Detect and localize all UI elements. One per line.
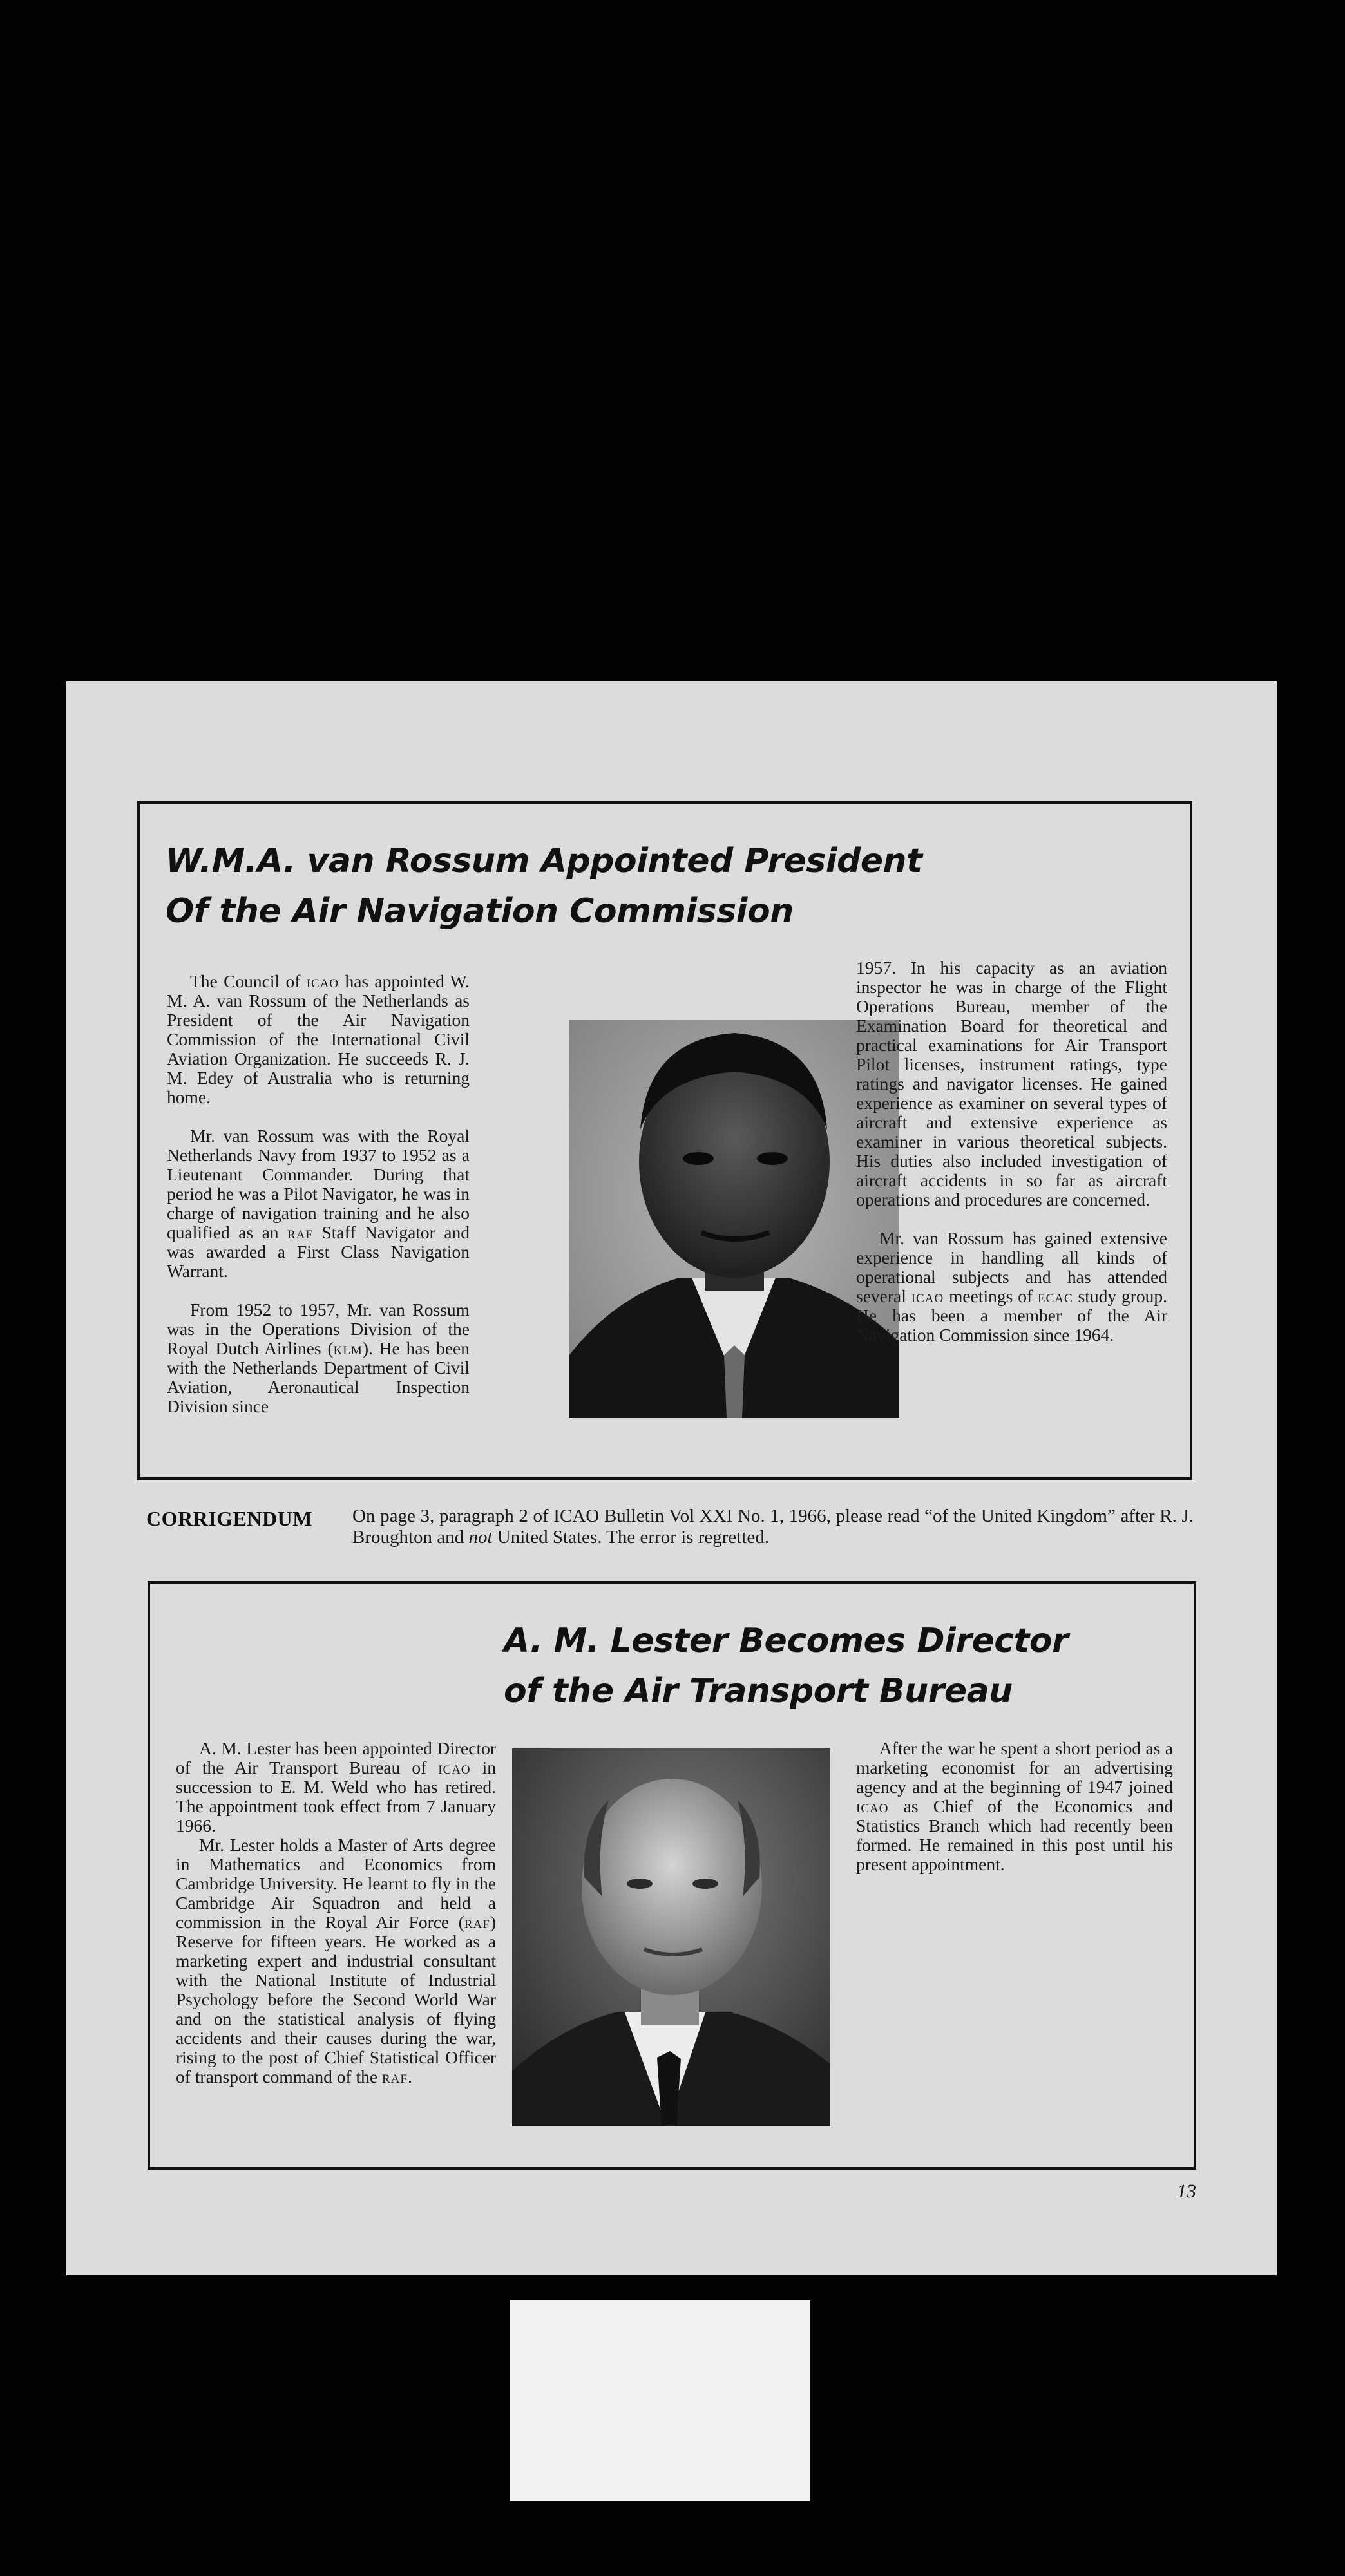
article-lester-box: [148, 1581, 1196, 2170]
title-line-1: A. M. Lester Becomes Director: [504, 1622, 1069, 1660]
paragraph: After the war he spent a short period as a marketing economist for an advertising agency and at the beginning of 1947 joined icao as Chief of the Economics and Statistics Branch which had recently been formed. He remained in this post until his present appointment.: [856, 1738, 1173, 1874]
title-line-2: of the Air Transport Bureau: [504, 1672, 1013, 1710]
paragraph: From 1952 to 1957, Mr. van Rossum was in the Operations Division of the Royal Dutch Airlines (klm). He has been with the Netherlands Department of Civil Aviation, Aeronautical Inspection Division since: [167, 1300, 470, 1416]
article-lester-column-2: [856, 1739, 1173, 1874]
paragraph: Mr. van Rossum has gained extensive experience in handling all kinds of operational subjects and has attended several icao meetings of ecac study group. He has been a member of the Air Navigation Commission since 1964.: [856, 1228, 1167, 1345]
paragraph: A. M. Lester has been appointed Director of the Air Transport Bureau of icao in succession to E. M. Weld who has retired. The appointment took effect from 7 January 1966.: [176, 1738, 496, 1835]
article-lester-column-1: [176, 1739, 496, 2087]
portrait-lester: [512, 1748, 830, 2126]
article-lester-title: [504, 1616, 1068, 1716]
portrait-van-rossum: [569, 1020, 899, 1418]
article-van-rossum-title: [166, 836, 922, 936]
magazine-page: [66, 681, 1277, 2275]
title-line-2: Of the Air Navigation Commission: [166, 892, 794, 931]
portrait-van-rossum-image: [569, 1020, 899, 1418]
article-van-rossum-box: [137, 801, 1192, 1480]
paragraph: 1957. In his capacity as an aviation inspector he was in charge of the Flight Operations Bureau, member of the Examination Board for theoretical and practical examinations for Air Transport Pilot licenses, instrument ratings, type ratings and navigator licenses. He gained experience as examiner on several types of aircraft and extensive experience as examiner in various theoretical subjects. His duties also included investigation of aircraft accidents in so far as aircraft operations and procedures are concerned.: [856, 958, 1167, 1209]
blank-paper-slip: [510, 2300, 810, 2501]
paragraph: Mr. van Rossum was with the Royal Netherlands Navy from 1937 to 1952 as a Lieutenant Commander. During that period he was a Pilot Navigator, he was in charge of navigation training and he also qualified as an raf Staff Navigator and was awarded a First Class Navigation Warrant.: [167, 1126, 470, 1281]
title-line-1: W.M.A. van Rossum Appointed President: [166, 842, 922, 880]
article-van-rossum-column-1: [167, 972, 470, 1416]
page-number: 13: [1177, 2181, 1196, 2202]
corrigendum-text: On page 3, paragraph 2 of ICAO Bulletin Vol XXI No. 1, 1966, please read “of the United Kingdom” after R. J. Broughton and not United States. The error is regretted.: [352, 1506, 1194, 1548]
portrait-lester-image: [512, 1748, 830, 2126]
paragraph: The Council of icao has appointed W. M. A. van Rossum of the Netherlands as President of the Air Navigation Commission of the International Civil Aviation Organization. He succeeds R. J. M. Edey of Australia who is returning home.: [167, 971, 470, 1107]
article-van-rossum-column-2: [856, 958, 1167, 1345]
paragraph: Mr. Lester holds a Master of Arts degree in Mathematics and Economics from Cambridge University. He learnt to fly in the Cambridge Air Squadron and held a commission in the Royal Air Force (raf) Reserve for fifteen years. He worked as a marketing expert and industrial consultant with the National Institute of Industrial Psychology before the Second World War and on the statistical analysis of flying accidents and their causes during the war, rising to the post of Chief Statistical Officer of transport command of the raf.: [176, 1835, 496, 2087]
corrigendum-label: CORRIGENDUM: [146, 1507, 312, 1530]
